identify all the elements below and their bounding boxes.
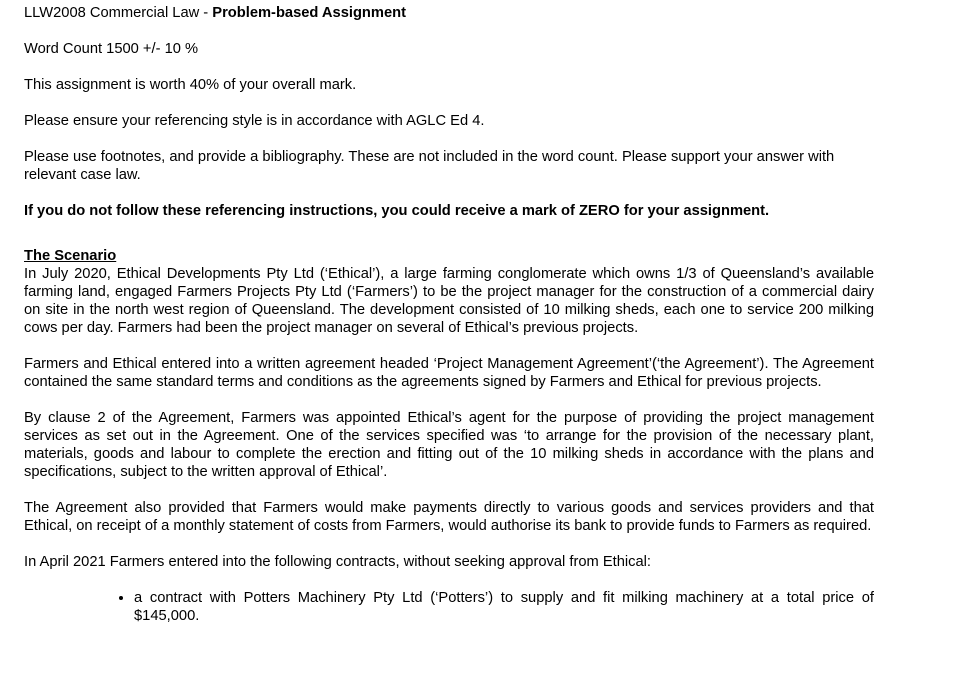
zero-mark-warning: If you do not follow these referencing instructions, you could receive a mark of ZERO for your assignment.	[24, 203, 770, 219]
scenario-paragraph-2: Farmers and Ethical entered into a written agreement headed ‘Project Management Agreement’(‘the Agreement’). The Agreement contained the same standard terms and conditions as the agreements signed by Farmers and Ethical for previous projects.	[24, 356, 874, 390]
scenario-paragraph-1: In July 2020, Ethical Developments Pty Ltd (‘Ethical’), a large farming conglomerate which owns 1/3 of Queensland’s available farming land, engaged Farmers Projects Pty Ltd (‘Farmers’) to be the project manager for the construction of a commercial dairy on site in the north west region of Queensland. The development consisted of 10 milking sheds, each one to service 200 milking cows per day. Farmers had been the project manager on several of Ethical’s previous projects.	[24, 266, 874, 336]
title-emphasis: Problem-based Assignment	[212, 5, 406, 21]
bullet-item-potters-contract: • a contract with Potters Machinery Pty Ltd (‘Potters’) to supply and fit milking machinery at a total price of $145,000.	[134, 589, 874, 625]
title-prefix: LLW2008 Commercial Law -	[24, 5, 213, 21]
scenario-paragraph-3: By clause 2 of the Agreement, Farmers was appointed Ethical’s agent for the purpose of providing the project management services as set out in the Agreement. One of the services specified was ‘to arrange for the provision of the necessary plant, materials, goods and labour to complete the erection and fitting out of the 10 milking sheds in accordance with the plans and specifications, subject to the written approval of Ethical’.	[24, 410, 874, 480]
footnotes-instruction-line: Please use footnotes, and provide a bibliography. These are not included in the word count. Please support your answer with relevant case law.	[24, 149, 835, 183]
word-count-line: Word Count 1500 +/- 10 %	[24, 41, 199, 57]
scenario-paragraph-4: The Agreement also provided that Farmers would make payments directly to various goods and services providers and that Ethical, on receipt of a monthly statement of costs from Farmers, would authorise its bank to provide funds to Farmers as required.	[24, 500, 874, 534]
assignment-worth-line: This assignment is worth 40% of your overall mark.	[24, 77, 357, 93]
contract-bullet-list	[24, 589, 874, 625]
scenario-heading: The Scenario	[24, 248, 117, 264]
referencing-style-line: Please ensure your referencing style is in accordance with AGLC Ed 4.	[24, 113, 485, 129]
document-title	[24, 4, 874, 22]
contracts-intro-line: In April 2021 Farmers entered into the following contracts, without seeking approval from Ethical:	[24, 554, 651, 570]
